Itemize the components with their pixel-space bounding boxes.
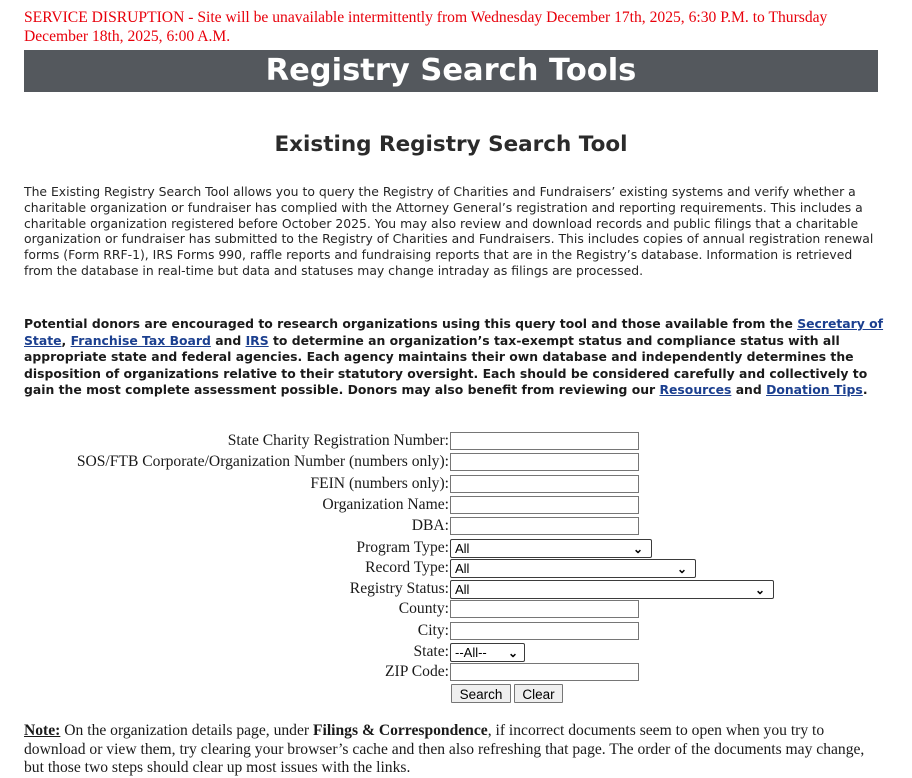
- sos-ftb-number-label: SOS/FTB Corporate/Organization Number (numbers only):: [76, 453, 449, 470]
- donors-text: and: [731, 382, 767, 398]
- county-label: County:: [398, 600, 449, 617]
- county-input[interactable]: [450, 600, 639, 618]
- donors-paragraph: [24, 316, 884, 399]
- record-type-label: Record Type:: [365, 559, 449, 576]
- donors-text: .: [862, 382, 868, 398]
- fein-input[interactable]: [450, 475, 639, 493]
- note-text: , if incorrect documents seem to open when you try to download or view them, try clearing your browser’s cache and then also refreshing that page. The order of the documents may change, but those two steps should clear up most issues with the links.: [24, 722, 865, 776]
- search-button[interactable]: Search: [451, 684, 511, 703]
- city-input[interactable]: [450, 622, 639, 640]
- chevron-down-icon: ⌄: [507, 646, 518, 660]
- zip-code-input[interactable]: [450, 663, 639, 681]
- chevron-down-icon: ⌄: [754, 583, 765, 597]
- clear-button[interactable]: Clear: [514, 684, 563, 703]
- dba-label: DBA:: [411, 517, 449, 534]
- city-label: City:: [417, 622, 449, 639]
- donors-text: and: [210, 332, 246, 348]
- chevron-down-icon: ⌄: [632, 542, 643, 556]
- registry-status-value: All: [455, 582, 470, 597]
- organization-name-label: Organization Name:: [322, 496, 449, 513]
- fein-label: FEIN (numbers only):: [310, 475, 449, 492]
- note-text: On the organization details page, under: [60, 722, 313, 739]
- donors-text: to determine an organization’s tax-exempt status and compliance status with all appropriate state and federal agencies. Each agency maintains their own database and independently determines the disposition of organizations relative to their statutory oversight. Each should be considered carefully and collectively to gain the most complete assessment possible. Donors may also benefit from reviewing our: [24, 332, 868, 398]
- page-subheading: Existing Registry Search Tool: [274, 132, 628, 157]
- record-type-value: All: [455, 561, 470, 576]
- page-banner-title: Registry Search Tools: [24, 50, 878, 92]
- sos-ftb-number-input[interactable]: [450, 453, 639, 471]
- secretary-of-state-link[interactable]: Secretary of State: [24, 316, 884, 348]
- registry-status-select[interactable]: [450, 580, 774, 599]
- organization-name-input[interactable]: [450, 496, 639, 514]
- zip-code-label: ZIP Code:: [385, 663, 449, 680]
- dba-input[interactable]: [450, 517, 639, 535]
- intro-paragraph: The Existing Registry Search Tool allows you to query the Registry of Charities and Fundraisers’ existing systems and verify whether a charitable organization or fundraiser has complied with the Attorney General’s registration and reporting requirements. This includes a charitable organization registered before October 2025. You may also review and download records and public filings that a charitable organization or fundraiser has submitted to the Registry of Charities and Fundraisers. This includes copies of annual registration renewal forms (Form RRF-1), IRS Forms 990, raffle reports and fundraising reports that are in the Registry’s database. Information is retrieved from the database in real-time but data and statuses may change intraday as filings are processed.: [24, 184, 874, 278]
- state-label: State:: [413, 643, 449, 660]
- donors-text: ,: [61, 332, 71, 348]
- note-paragraph: [24, 722, 886, 778]
- service-disruption-notice: SERVICE DISRUPTION - Site will be unavailable intermittently from Wednesday December 17th, 2025, 6:30 P.M. to Thursday December 18th, 2025, 6:00 A.M.: [24, 9, 828, 45]
- chevron-down-icon: ⌄: [676, 562, 687, 576]
- filings-correspondence-text: Filings & Correspondence: [312, 722, 488, 739]
- donation-tips-link[interactable]: Donation Tips: [766, 382, 863, 398]
- program-type-value: All: [455, 541, 470, 556]
- state-value: --All--: [455, 645, 487, 660]
- resources-link[interactable]: Resources: [659, 382, 732, 398]
- note-label: Note:: [24, 722, 61, 739]
- program-type-select[interactable]: [450, 539, 652, 558]
- irs-link[interactable]: IRS: [245, 332, 269, 348]
- registry-status-label: Registry Status:: [349, 580, 449, 597]
- state-charity-number-input[interactable]: [450, 432, 639, 450]
- donors-text: Potential donors are encouraged to research organizations using this query tool and those available from the: [24, 316, 798, 331]
- franchise-tax-board-link[interactable]: Franchise Tax Board: [70, 332, 211, 348]
- state-charity-number-label: State Charity Registration Number:: [227, 432, 449, 449]
- state-select[interactable]: [450, 643, 525, 662]
- program-type-label: Program Type:: [356, 539, 449, 556]
- record-type-select[interactable]: [450, 559, 696, 578]
